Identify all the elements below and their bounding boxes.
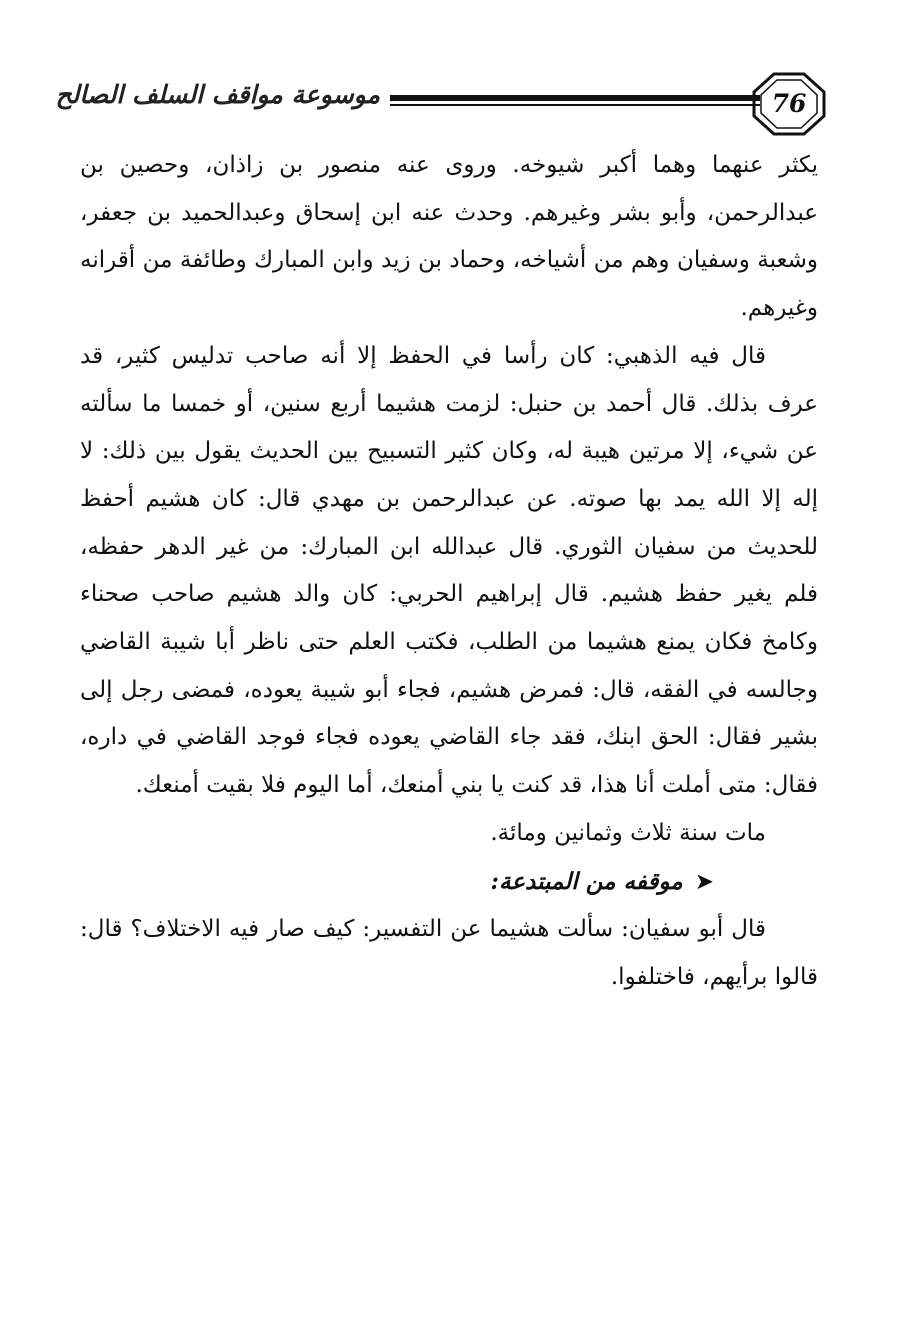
header-rule [390, 95, 760, 109]
paragraph-4: قال أبو سفيان: سألت هشيما عن التفسير: كيف صار فيه الاختلاف؟ قال: قالوا برأيهم، فاختلفوا. [80, 916, 818, 990]
book-title: موسوعة مواقف السلف الصالح [55, 80, 380, 109]
page-body [80, 142, 818, 1002]
paragraph-2: قال فيه الذهبي: كان رأسا في الحفظ إلا أنه صاحب تدليس كثير، قد عرف بذلك. قال أحمد بن حنبل: لزمت هشيما أربع سنين، أو خمسا ما سألته عن شيء، إلا مرتين هيبة له، وكان كثير التسبيح بين الحديث يقول بين ذلك: لا إله إلا الله يمد بها صوته. عن عبدالرحمن بن مهدي قال: كان هشيم أحفظ للحديث من سفيان الثوري. قال عبدالله ابن المبارك: من غير الدهر حفظه، فلم يغير حفظ هشيم. قال إبراهيم الحربي: كان والد هشيم صاحب صحناء وكامخ فكان يمنع هشيما من الطلب، فكتب العلم حتى ناظر أبا شيبة القاضي وجالسه في الفقه، قال: فمرض هشيم، فجاء أبو شيبة يعوده، فمضى رجل إلى بشير فقال: الحق ابنك، فقد جاء القاضي يعوده فجاء فوجد القاضي في داره، فقال: متى أملت أنا هذا، قد كنت يا بني أمنعك، أما اليوم فلا بقيت أمنعك. [80, 342, 818, 799]
paragraph-3: مات سنة ثلاث وثمانين ومائة. [490, 819, 766, 846]
page-header [55, 70, 830, 140]
page-number: 76 [771, 89, 807, 118]
section-heading-text: موقفه من المبتدعة: [490, 867, 683, 895]
page-number-badge [750, 70, 828, 138]
section-heading [80, 858, 818, 907]
arrowhead-bullet-icon: ➤ [694, 868, 714, 895]
paragraph-1: يكثر عنهما وهما أكبر شيوخه. وروى عنه منصور بن زاذان، وحصين بن عبدالرحمن، وأبو بشر وغيرهم. وحدث عنه ابن إسحاق وعبدالحميد بن جعفر، وشعبة وسفيان وهم من أشياخه، وحماد بن زيد وابن المبارك وطائفة من أقرانه وغيرهم. [80, 152, 818, 322]
